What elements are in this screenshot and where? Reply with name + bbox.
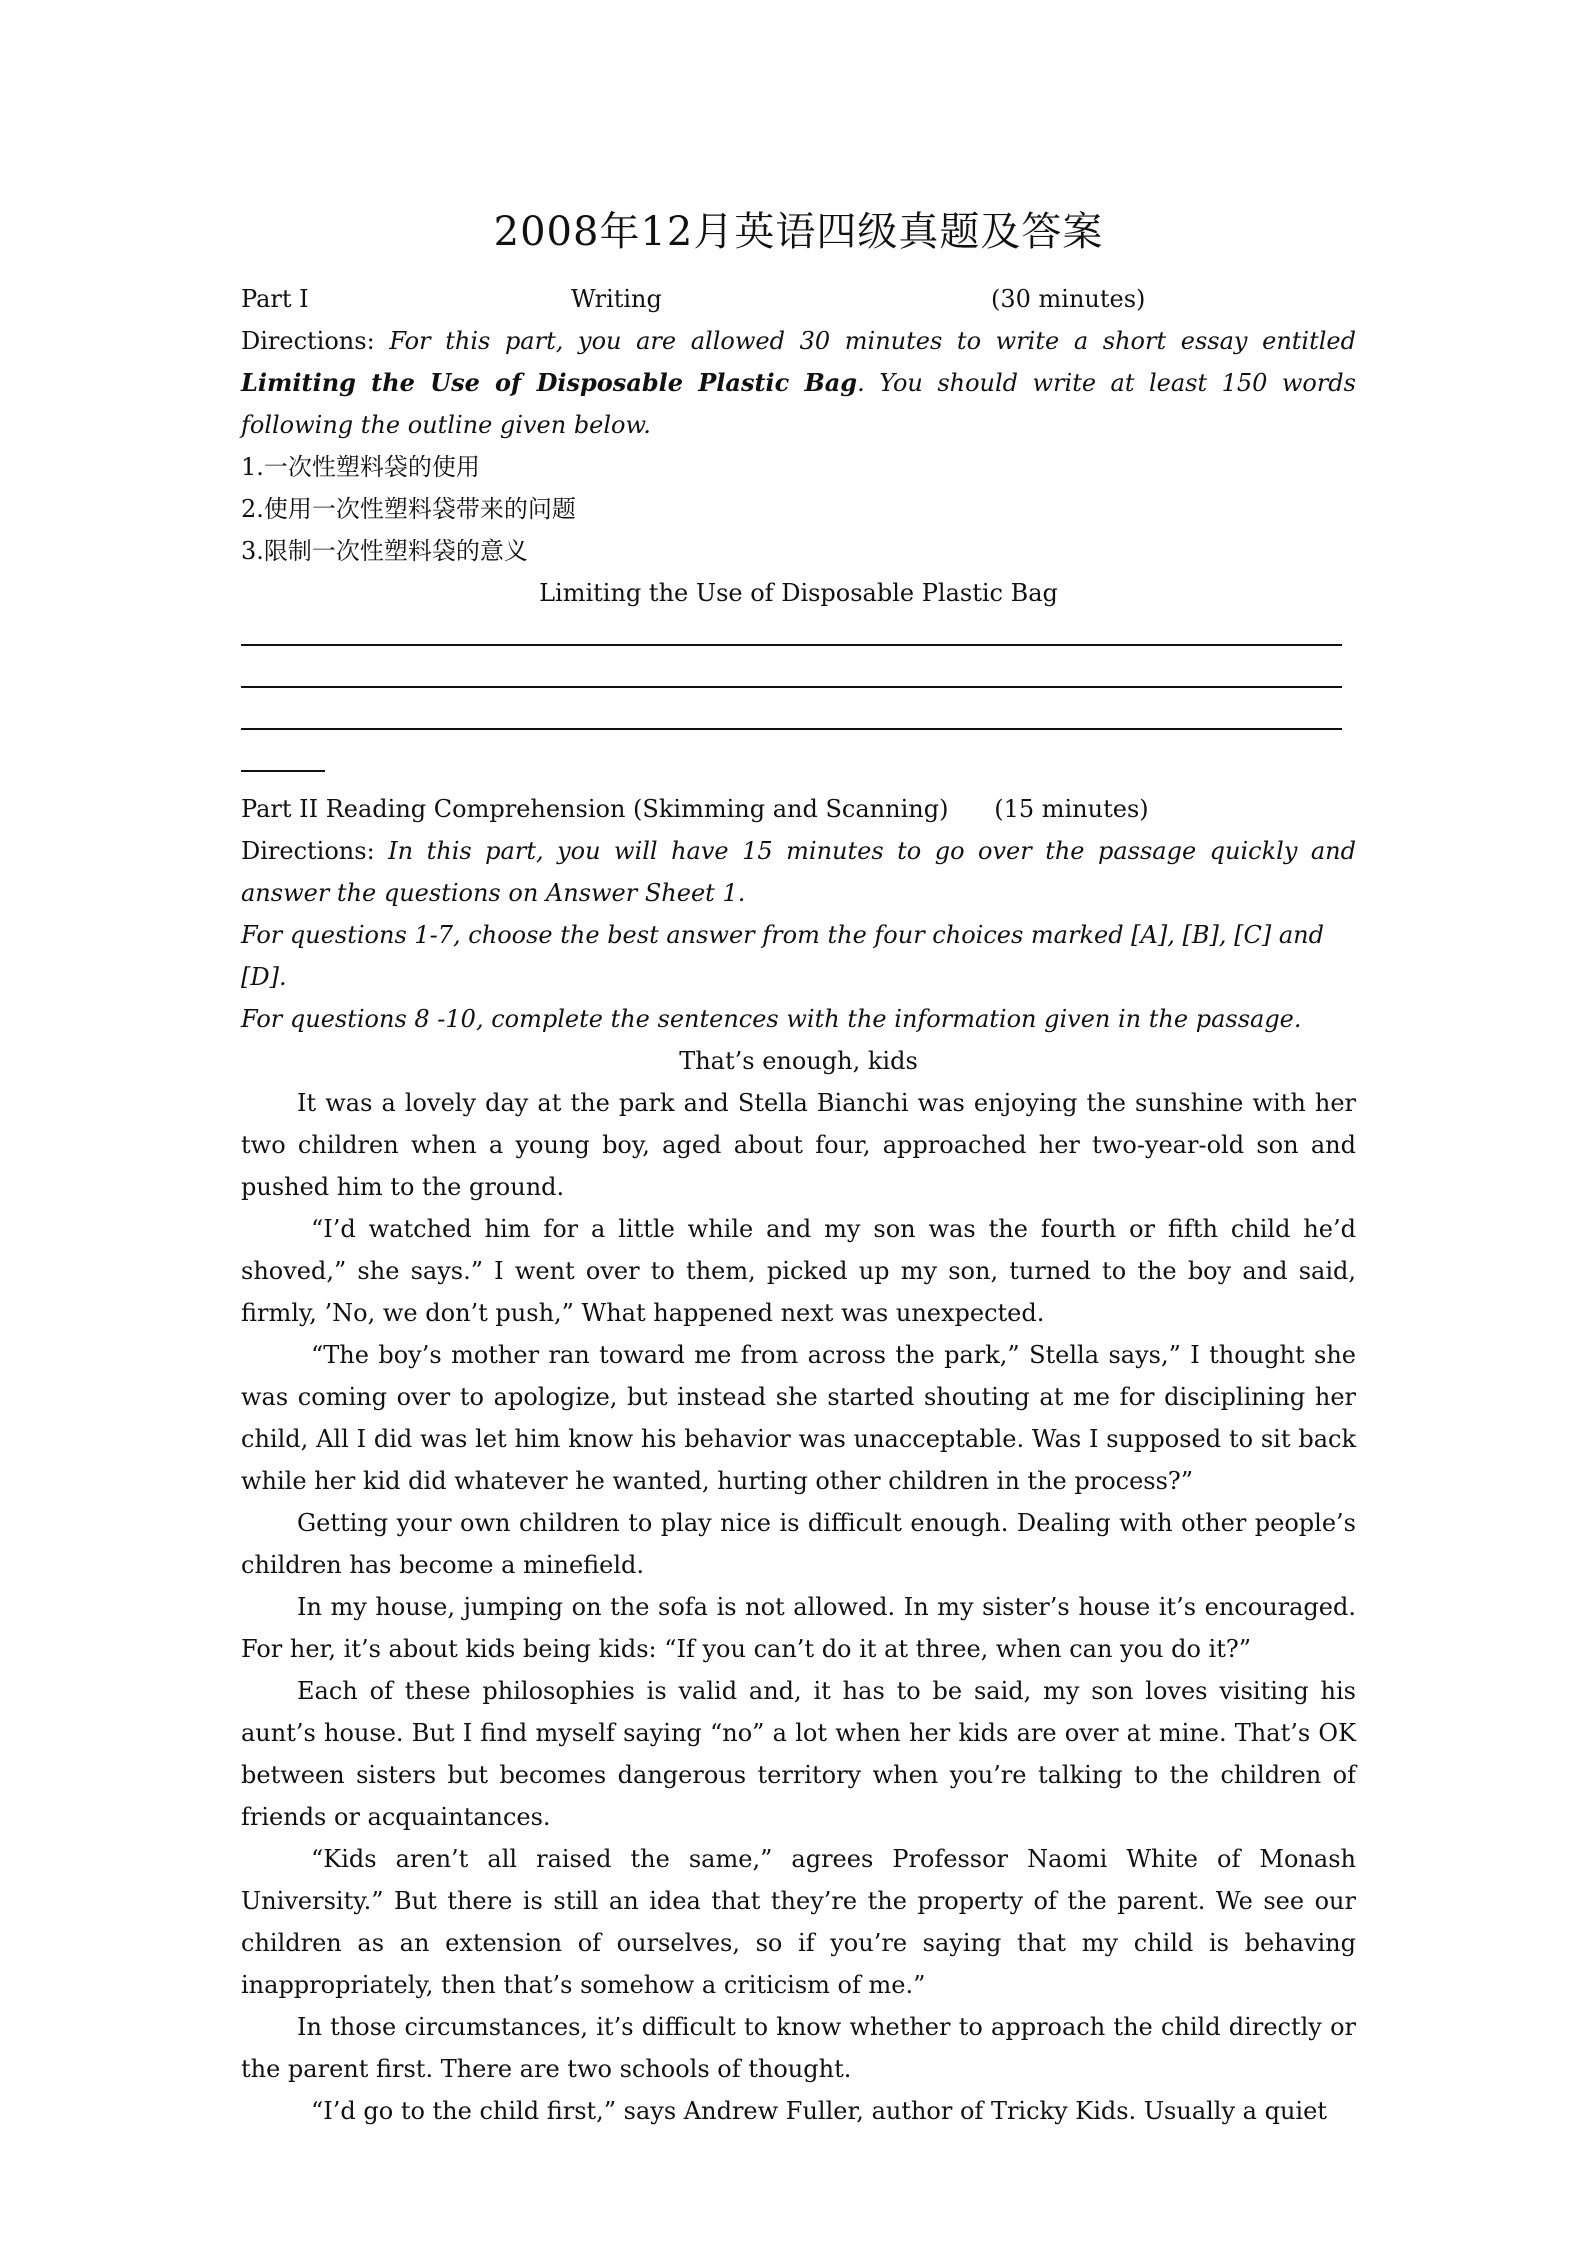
outline-item: 2.使用一次性塑料袋带来的问题 [241, 495, 576, 523]
answer-line [241, 614, 1356, 656]
passage-paragraph: In my house, jumping on the sofa is not allowed. In my sister’s house it’s encouraged. For her, it’s about kids being kids: “If you can’t do it at three, when can you do it?” [241, 1593, 1356, 1663]
passage-paragraph: “Kids aren’t all raised the same,” agrees Professor Naomi White of Monash University.” But there is still an idea that they’re the property of the parent. We see our children as an extension of ourselves, so if you’re saying that my child is behaving inappropriately, then that’s somehow a criticism of me.” [241, 1845, 1356, 1999]
part1-directions-text-2: . You should write at least 150 words following the outline given below. [241, 369, 1356, 439]
part2-section [241, 788, 1356, 2132]
answer-line-end [241, 740, 1356, 782]
answer-line [241, 698, 1356, 740]
outline-item: 3.限制一次性塑料袋的意义 [241, 537, 528, 565]
passage-paragraph: It was a lovely day at the park and Stella Bianchi was enjoying the sunshine with her two children when a young boy, aged about four, approached her two-year-old son and pushed him to the ground. [241, 1089, 1356, 1201]
page-title: 2008年12月英语四级真题及答案 [493, 209, 1104, 255]
passage-paragraph: “I’d go to the child first,” says Andrew Fuller, author of Tricky Kids. Usually a quiet [311, 2097, 1327, 2125]
part1-directions [241, 320, 1356, 446]
passage-paragraph: “The boy’s mother ran toward me from across the park,” Stella says,” I thought she was coming over to apologize, but instead she started shouting at me for disciplining her child, All I did was let him know his behavior was unacceptable. Was I supposed to sit back while her kid did whatever he wanted, hurting other children in the process?” [241, 1341, 1356, 1495]
part2-directions-label: Directions: [241, 837, 375, 865]
part2-directions-text: In this part, you will have 15 minutes to go over the passage quickly and answer the questions on Answer Sheet 1. [241, 837, 1356, 907]
document-page [241, 200, 1356, 2132]
part2-directions [241, 830, 1356, 914]
part2-instruction: For questions 8 -10, complete the sentences with the information given in the passage. [241, 1005, 1302, 1033]
passage-title: That’s enough, kids [679, 1047, 918, 1075]
passage-paragraph: Each of these philosophies is valid and, it has to be said, my son loves visiting his aunt’s house. But I find myself saying “no” a lot when her kids are over at mine. That’s OK between sisters but becomes dangerous territory when you’re talking to the children of friends or acquaintances. [241, 1677, 1356, 1831]
part2-instruction: For questions 1-7, choose the best answer from the four choices marked [A], [B], [C] and [D]. [241, 921, 1324, 991]
part2-title: Part II Reading Comprehension (Skimming and Scanning) [241, 795, 949, 823]
part2-header [241, 788, 1356, 830]
part1-directions-text-1: For this part, you are allowed 30 minutes to write a short essay entitled [389, 327, 1356, 355]
essay-title: Limiting the Use of Disposable Plastic Bag [539, 579, 1058, 607]
part1-section: Writing [571, 285, 662, 313]
passage-paragraph: “I’d watched him for a little while and my son was the fourth or fifth child he’d shoved,” she says.” I went over to them, picked up my son, turned to the boy and said, firmly, ’No, we don’t push,” What happened next was unexpected. [241, 1215, 1356, 1327]
passage-paragraph: Getting your own children to play nice is difficult enough. Dealing with other people’s children has become a minefield. [241, 1509, 1356, 1579]
part1-directions-label: Directions: [241, 327, 375, 355]
outline-item: 1.一次性塑料袋的使用 [241, 453, 480, 481]
answer-line [241, 656, 1356, 698]
part1-directions-essay-title: Limiting the Use of Disposable Plastic Bag [241, 368, 858, 397]
part2-time: (15 minutes) [994, 795, 1149, 823]
part1-header [241, 278, 1356, 320]
part1-label: Part I [241, 285, 309, 313]
part1-time: (30 minutes) [991, 285, 1146, 313]
passage-paragraph: In those circumstances, it’s difficult to know whether to approach the child directly or the parent first. There are two schools of thought. [241, 2013, 1356, 2083]
